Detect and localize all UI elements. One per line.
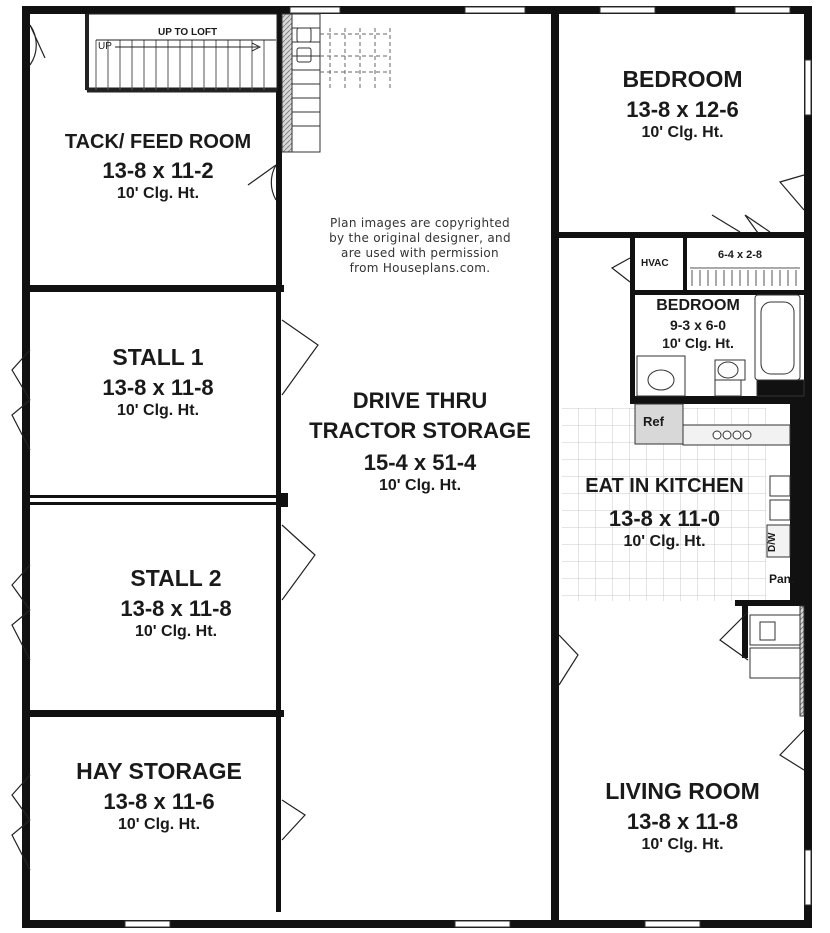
ref-label: Ref — [643, 414, 664, 429]
closet-label: 6-4 x 2-8 — [718, 249, 763, 261]
room-tack — [48, 132, 268, 202]
room-hay-name: HAY STORAGE — [76, 758, 242, 784]
room-drive-ceiling: 10' Clg. Ht. — [378, 477, 462, 494]
room-bedroom-small-dims: 9-3 x 6-0 — [669, 317, 727, 333]
room-tack-dims: 13-8 x 11-2 — [102, 158, 214, 183]
copyright-note — [305, 216, 535, 276]
room-bedroom-main-dims: 13-8 x 12-6 — [626, 97, 739, 122]
room-tack-ceiling: 10' Clg. Ht. — [116, 185, 200, 202]
pantry-label: Pan. — [769, 572, 795, 586]
room-drive-thru — [290, 390, 550, 494]
room-living-ceiling: 10' Clg. Ht. — [641, 836, 724, 853]
room-living-dims: 13-8 x 11-8 — [626, 809, 739, 834]
room-hay — [44, 760, 274, 833]
room-kitchen-name: EAT IN KITCHEN — [585, 475, 744, 497]
room-bedroom-main — [570, 68, 795, 141]
stair-continuation — [282, 14, 390, 152]
room-living — [570, 780, 795, 853]
stairs-loft-label: UP TO LOFT — [158, 27, 218, 38]
room-bedroom-small-name: BEDROOM — [656, 297, 740, 314]
copyright-line: from Houseplans.com. — [349, 261, 491, 275]
room-bedroom-main-name: BEDROOM — [622, 66, 743, 92]
room-kitchen-dims: 13-8 x 11-0 — [608, 506, 721, 531]
room-stall1-name: STALL 1 — [112, 344, 204, 370]
stairs-up-label: UP — [98, 41, 112, 52]
room-stall2-dims: 13-8 x 11-8 — [120, 596, 232, 621]
room-kitchen — [562, 476, 767, 550]
room-stall2-name: STALL 2 — [130, 565, 222, 591]
room-stall1 — [48, 346, 268, 419]
room-stall1-ceiling: 10' Clg. Ht. — [116, 402, 200, 419]
room-drive-name-2: TRACTOR STORAGE — [309, 418, 531, 443]
room-drive-name-1: DRIVE THRU — [352, 388, 488, 413]
room-hay-ceiling: 10' Clg. Ht. — [117, 816, 201, 833]
copyright-line: by the original designer, and — [329, 231, 511, 245]
room-bedroom-small-ceiling: 10' Clg. Ht. — [662, 335, 734, 351]
room-stall2-ceiling: 10' Clg. Ht. — [134, 623, 218, 640]
room-drive-dims: 15-4 x 51-4 — [363, 450, 477, 475]
dishwasher-label: D/W — [767, 532, 778, 552]
room-living-name: LIVING ROOM — [605, 778, 760, 804]
room-stall1-dims: 13-8 x 11-8 — [102, 375, 214, 400]
room-bedroom-main-ceiling: 10' Clg. Ht. — [641, 124, 724, 141]
copyright-line: are used with permission — [341, 246, 499, 260]
room-bedroom-small — [636, 298, 760, 350]
room-tack-name: TACK/ FEED ROOM — [64, 131, 252, 153]
room-hay-dims: 13-8 x 11-6 — [103, 789, 215, 814]
copyright-line: Plan images are copyrighted — [330, 216, 510, 230]
hvac-label: HVAC — [641, 258, 669, 269]
room-kitchen-ceiling: 10' Clg. Ht. — [623, 533, 706, 550]
closet-rod — [690, 268, 800, 286]
room-stall2 — [66, 567, 286, 640]
stairs — [87, 14, 277, 90]
